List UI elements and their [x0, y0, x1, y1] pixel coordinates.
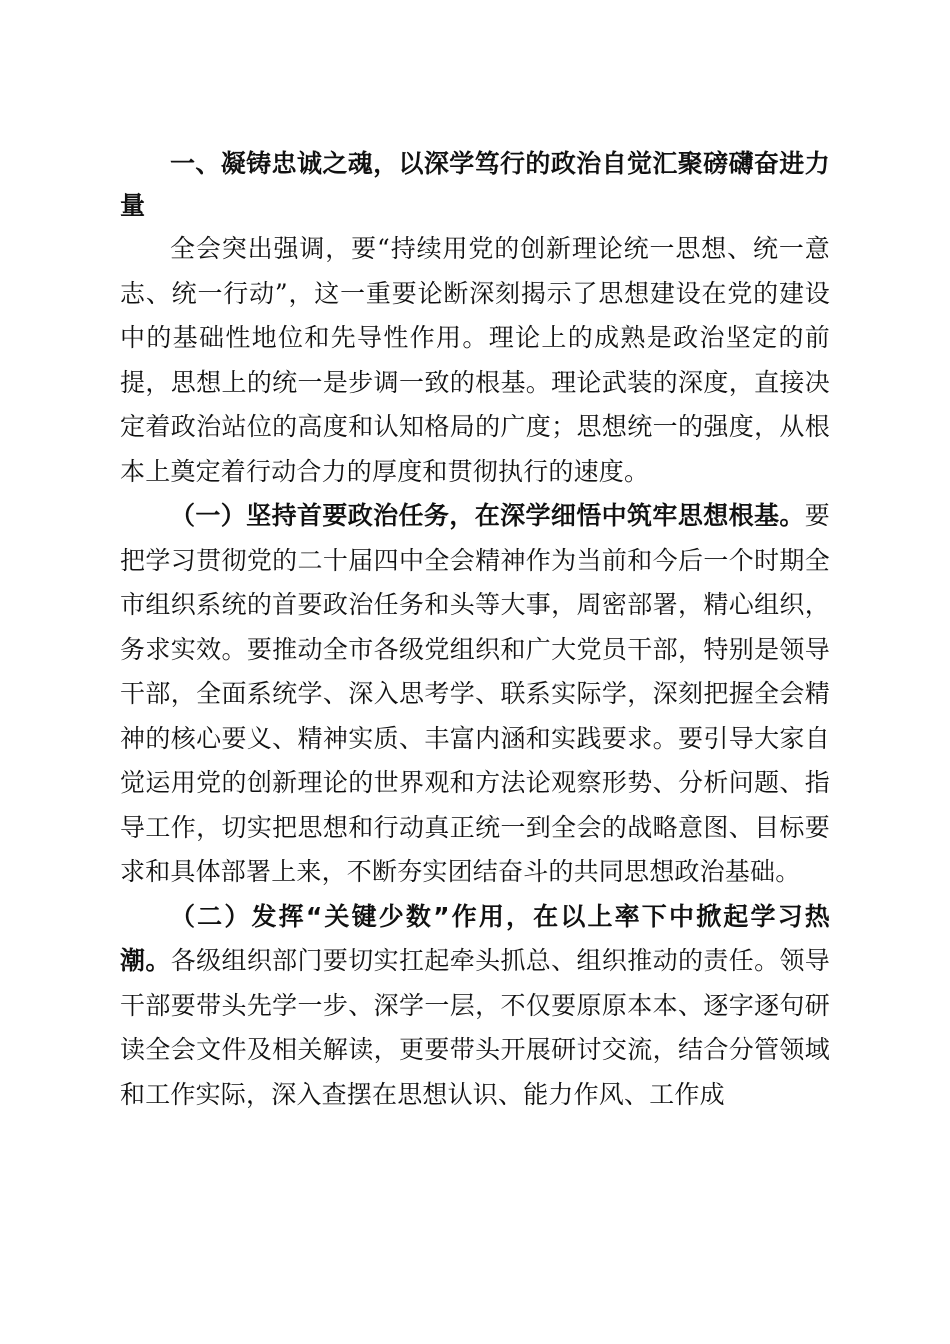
- subsection-1-paragraph: [120, 494, 830, 895]
- section-heading: 一、凝铸忠诚之魂，以深学笃行的政治自觉汇聚磅礴奋进力量: [120, 149, 830, 220]
- subsection-2-paragraph: [120, 895, 830, 1118]
- intro-paragraph: 全会突出强调，要“持续用党的创新理论统一思想、统一意志、统一行动”，这一重要论断深刻揭示了思想建设在党的建设中的基础性地位和先导性作用。理论上的成熟是政治坚定的前提，思想上的统一是步调一致的根基。理论武装的深度，直接决定着政治站位的高度和认知格局的广度；思想统一的强度，从根本上奠定着行动合力的厚度和贯彻执行的速度。: [120, 234, 830, 486]
- subsection-1-title: （一）坚持首要政治任务，在深学细悟中筑牢思想根基。: [170, 501, 805, 530]
- subsection-2-title: （二）发挥“关键少数”作用，在以上率下中掀起学习热潮。: [120, 901, 830, 975]
- subsection-2-body: 各级组织部门要切实扛起牵头抓总、组织推动的责任。领导干部要带头先学一步、深学一层，不仅要原原本本、逐字逐句研读全会文件及相关解读，更要带头开展研讨交流，结合分管领域和工作实际，深入查摆在思想认识、能力作风、工作成: [120, 946, 831, 1109]
- subsection-1-body: 要把学习贯彻党的二十届四中全会精神作为当前和今后一个时期全市组织系统的首要政治任务和头等大事，周密部署，精心组织，务求实效。要推动全市各级党组织和广大党员干部，特别是领导干部，全面系统学、深入思考学、联系实际学，深刻把握全会精神的核心要义、精神实质、丰富内涵和实践要求。要引导大家自觉运用党的创新理论的世界观和方法论观察形势、分析问题、指导工作，切实把思想和行动真正统一到全会的战略意图、目标要求和具体部署上来，不断夯实团结奋斗的共同思想政治基础。: [120, 501, 830, 886]
- document-body: [120, 143, 830, 1117]
